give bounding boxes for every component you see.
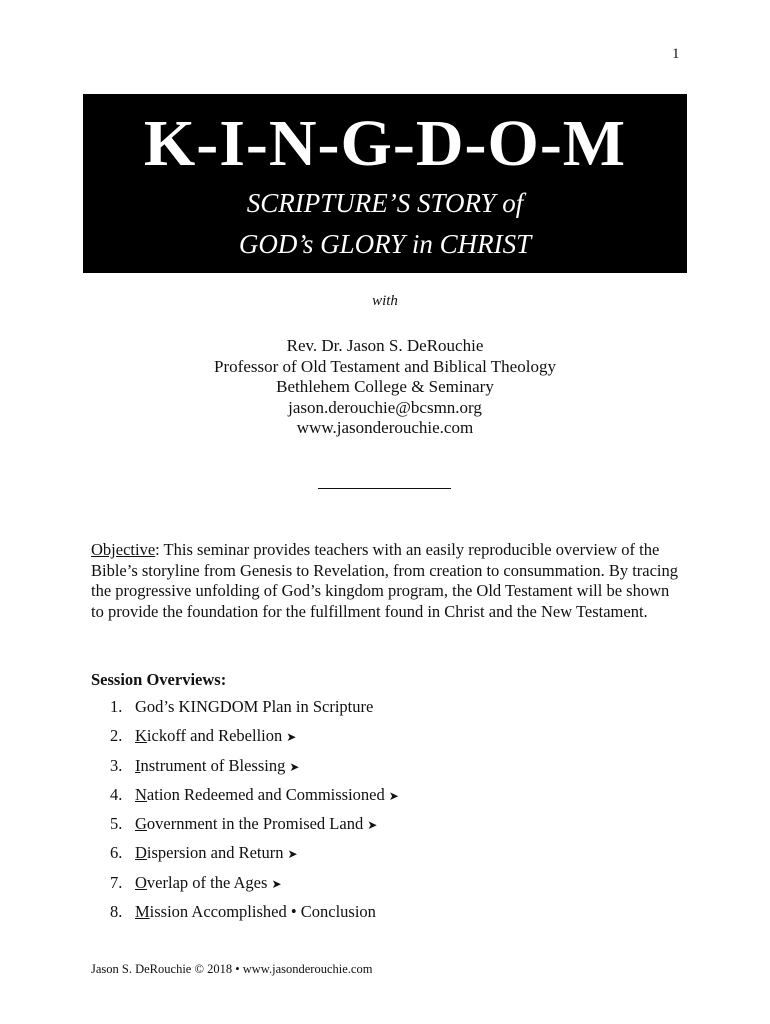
- arrow-icon: ➤: [286, 730, 297, 745]
- session-number: 5.: [110, 814, 123, 834]
- session-list: [110, 696, 399, 930]
- session-number: 1.: [110, 697, 123, 716]
- session-initial: M: [135, 902, 150, 922]
- session-initial: D: [135, 843, 147, 863]
- session-heading: Session Overviews:: [91, 670, 227, 689]
- session-number: 6.: [110, 843, 123, 863]
- session-number: 7.: [110, 872, 123, 892]
- session-number: 4.: [110, 784, 123, 804]
- arrow-icon: ➤: [388, 788, 399, 803]
- session-item: [110, 813, 399, 842]
- session-title: nstrument of Blessing: [140, 755, 286, 775]
- session-number: 8.: [110, 902, 123, 922]
- objective-paragraph: [91, 540, 683, 623]
- document-title: K-I-N-G-D-O-M: [143, 107, 627, 180]
- session-title: verlap of the Ages: [146, 872, 268, 892]
- session-title: God’s KINGDOM Plan in Scripture: [135, 697, 374, 716]
- session-item: [110, 872, 399, 901]
- author-email: jason.derouchie@bcsmn.org: [288, 397, 482, 417]
- session-initial: N: [135, 784, 147, 804]
- author-role: Professor of Old Testament and Biblical Theology: [214, 356, 556, 376]
- session-number: 3.: [110, 755, 123, 775]
- subtitle-line-1: SCRIPTURE’S STORY of: [246, 188, 524, 218]
- session-item: [110, 696, 399, 725]
- session-item: [110, 725, 399, 754]
- session-title: ation Redeemed and Commissioned: [146, 784, 385, 804]
- author-institution: Bethlehem College & Seminary: [276, 377, 494, 396]
- footer-text: Jason S. DeRouchie © 2018 • www.jasonderouchie.com: [91, 962, 373, 976]
- title-banner: [83, 94, 687, 273]
- session-number: 2.: [110, 726, 123, 746]
- session-initial: K: [135, 726, 147, 746]
- with-label: with: [372, 293, 398, 309]
- page-number: 1: [672, 46, 680, 62]
- arrow-icon: ➤: [289, 759, 300, 774]
- session-item: [110, 784, 399, 813]
- session-title: overnment in the Promised Land: [146, 814, 364, 834]
- session-item: [110, 842, 399, 871]
- divider: [318, 488, 451, 489]
- session-initial: G: [135, 814, 147, 834]
- arrow-icon: ➤: [271, 876, 282, 891]
- session-item: [110, 901, 399, 930]
- session-initial: I: [135, 755, 141, 775]
- session-title: ission Accomplished • Conclusion: [149, 902, 376, 922]
- subtitle-line-2: GOD’s GLORY in CHRIST: [238, 229, 532, 259]
- author-block: [0, 336, 770, 439]
- objective-label: Objective: [91, 540, 156, 559]
- author-name: Rev. Dr. Jason S. DeRouchie: [286, 336, 484, 355]
- arrow-icon: ➤: [287, 847, 298, 862]
- arrow-icon: ➤: [367, 818, 378, 833]
- session-title: ickoff and Rebellion: [146, 726, 283, 746]
- session-item: [110, 755, 399, 784]
- objective-text: : This seminar provides teachers with an easily reproducible overview of the Bible’s storyline from Genesis to Revelation, from creation to consummation. By tracing the progressive unfolding of God’s kingdom program, the Old Testament will be shown to provide the foundation for the fulfillment found in Christ and the New Testament.: [91, 540, 679, 622]
- session-initial: O: [135, 872, 147, 892]
- session-title: ispersion and Return: [146, 843, 284, 863]
- author-website: www.jasonderouchie.com: [296, 418, 474, 437]
